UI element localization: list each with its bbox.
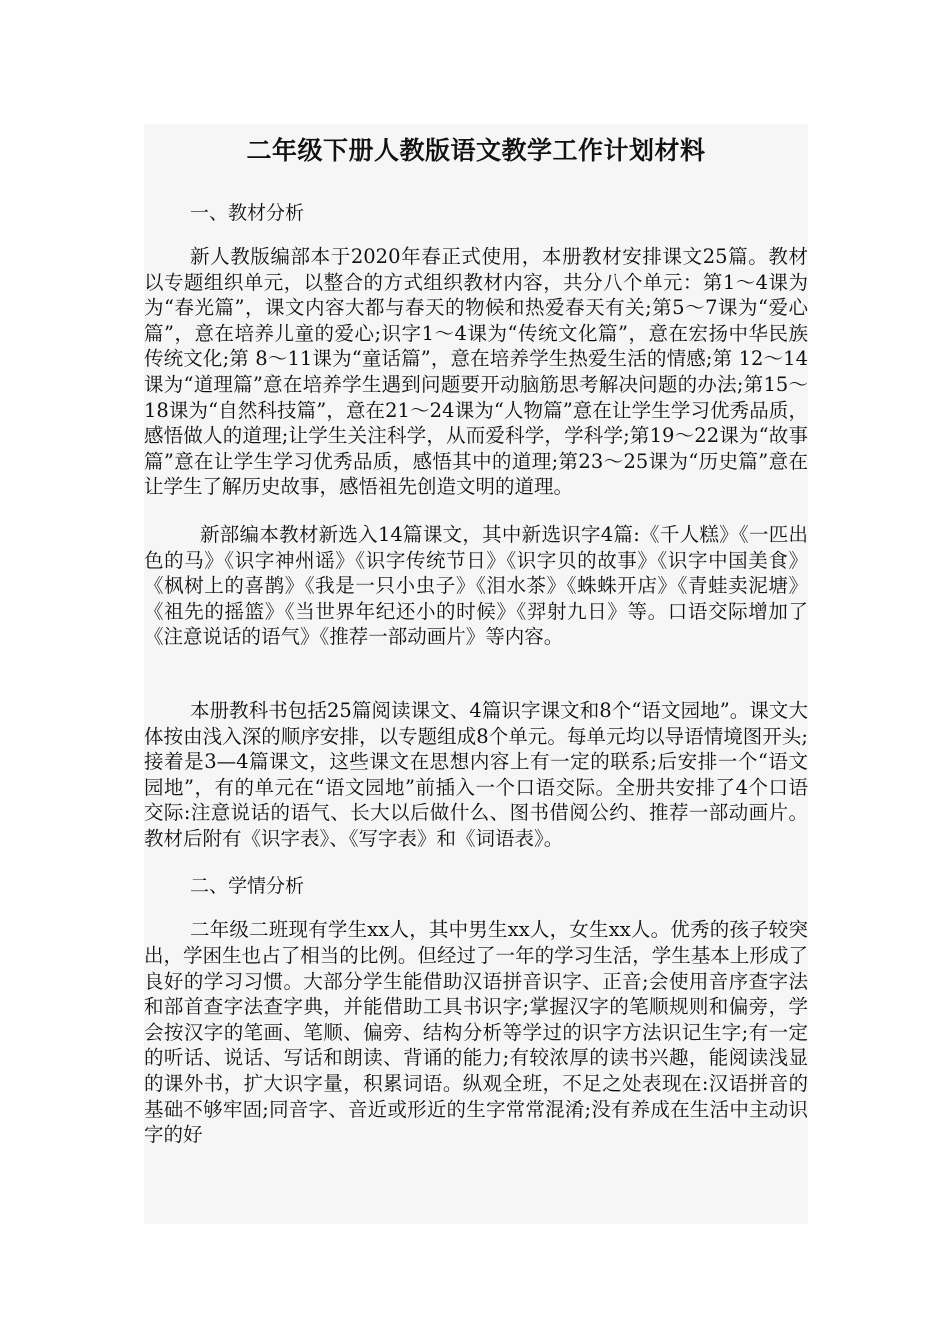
paragraph-new-texts: 新部编本教材新选入14篇课文，其中新选识字4篇:《千人糕》《一匹出色的马》《识字神州谣》《识字传统节日》《识字贝的故事》《识字中国美食》《枫树上的喜鹊》《我是一只小虫子》《泪水茶》《蛛蛛开店》《青蛙卖泥塘》《祖先的摇篮》《当世界年纪还小的时候》《羿射九日》等。口语交际增加了《注意说话的语气》《推荐一部动画片》等内容。	[144, 522, 808, 649]
paragraph-student-analysis: 二年级二班现有学生xx人，其中男生xx人，女生xx人。优秀的孩子较突出，学困生也占了相当的比例。但经过了一年的学习生活，学生基本上形成了良好的学习习惯。大部分学生能借助汉语拼音识字、正音;会使用音序查字法和部首查字法查字典，并能借助工具书识字;掌握汉字的笔顺规则和偏旁，学会按汉字的笔画、笔顺、偏旁、结构分析等学过的识字方法识记生字;有一定的听话、说话、写话和朗读、背诵的能力;有较浓厚的读书兴趣，能阅读浅显的课外书，扩大识字量，积累词语。纵观全班，不足之处表现在:汉语拼音的基础不够牢固;同音字、音近或形近的生字常常混淆;没有养成在生活中主动识字的好	[144, 918, 808, 1147]
section-heading-materials: 一、教材分析	[190, 202, 305, 224]
section-heading-students: 二、学情分析	[190, 875, 305, 898]
paragraph-materials-overview: 新人教版编部本于2020年春正式使用，本册教材安排课文25篇。教材以专题组织单元，以整合的方式组织教材内容，共分八个单元：第1～4课为为“春光篇”，课文内容大都与春天的物候和热爱春天有关;第5～7课为“爱心篇”，意在培养儿童的爱心;识字1～4课为“传统文化篇”，意在宏扬中华民族传统文化;第 8～11课为“童话篇”，意在培养学生热爱生活的情感;第 12～14课为“道理篇”意在培养学生遇到问题要开动脑筋思考解决问题的办法;第15～18课为“自然科技篇”，意在21～24课为“人物篇”意在让学生学习优秀品质，感悟做人的道理;让学生关注科学，从而爱科学，学科学;第19～22课为“故事篇”意在让学生学习优秀品质，感悟其中的道理;第23～25课为“历史篇”意在让学生了解历史故事，感悟祖先创造文明的道理。	[144, 245, 808, 499]
document-body	[144, 124, 808, 1148]
paragraph-book-structure: 本册教科书包括25篇阅读课文、4篇识字课文和8个“语文园地”。课文大体按由浅入深的顺序安排，以专题组成8个单元。每单元均以导语情境图开头;接着是3—4篇课文，这些课文在思想内容上有一定的联系;后安排一个“语文园地”，有的单元在“语文园地”前插入一个口语交际。全册共安排了4个口语交际:注意说话的语气、长大以后做什么、图书借阅公约、推荐一部动画片。教材后附有《识字表》、《写字表》和《词语表》。	[144, 698, 808, 850]
document-title: 二年级下册人教版语文教学工作计划材料	[246, 136, 706, 165]
